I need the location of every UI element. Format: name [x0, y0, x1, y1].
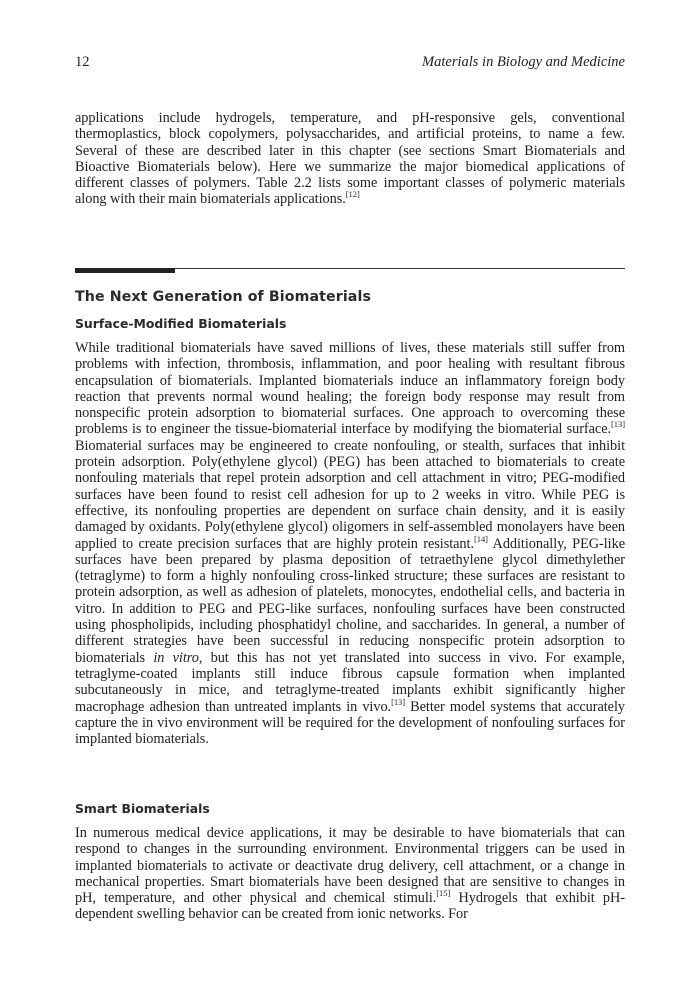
citation-13: [13] — [391, 696, 406, 707]
intro-text: applications include hydrogels, temperature, and pH-responsive gels, conventional thermoplastics, block copolymers, polysaccharides, and artificial proteins, to name a few. Several of these are described later in this chapter (see sections Smart Biomaterials and Bioactive Biomaterials below). Here we summarize the major biomedical applications of different classes of polymers. Table 2.2 lists some important classes of polymeric materials along with their main biomaterials applications. — [75, 110, 625, 208]
paragraph-text: , but this has not yet translated into success in vivo. For example, tetraglyme-coated implants still induce fibrous capsule formation when implanted subcutaneously in mice, and tetraglyme-treated implants exhibit significantly higher macrophage adhesion than untreated implants in vivo. — [75, 649, 625, 715]
italic-phrase: in vitro — [153, 649, 199, 666]
citation-12: [12] — [345, 189, 360, 200]
page-number: 12 — [75, 54, 90, 70]
subheading-surface-modified: Surface-Modified Biomaterials — [75, 316, 287, 331]
surface-modified-paragraph — [75, 340, 625, 747]
subheading-smart-biomaterials: Smart Biomaterials — [75, 801, 210, 816]
paragraph-text: Biomaterial surfaces may be engineered to create nonfouling, or stealth, surfaces that inhibit protein adsorption. Poly(ethylene glycol) (PEG) has been attached to biomaterials to create nonfouling materials that repel protein adsorption and cell attachment in vitro; PEG-modified surfaces have been found to resist cell adhesion for up to 2 weeks in vitro. While PEG is effective, its nonfouling properties are dependent on surface chain density, and it is easily damaged by oxidants. Poly(ethylene glycol) oligomers in self-assembled monolayers have been applied to create precision surfaces that are highly protein resistant. — [75, 437, 625, 552]
smart-biomaterials-paragraph — [75, 825, 625, 923]
paragraph-text: In numerous medical device applications, it may be desirable to have biomaterials that can respond to changes in the surrounding environment. Environmental triggers can be used in implanted biomaterials to activate or deactivate drug delivery, cell attachment, or a change in mechanical properties. Smart biomaterials have been designed that are sensitive to changes in pH, temperature, and other physical and chemical stimuli. — [75, 825, 625, 907]
citation-14: [14] — [473, 533, 488, 544]
section-heading: The Next Generation of Biomaterials — [75, 289, 371, 305]
paragraph-text: Additionally, PEG-like surfaces have been prepared by plasma deposition of tetraethylene glycol dimethylether (tetraglyme) to form a highly nonfouling cross-linked structure; these surfaces are resistant to protein adsorption, as well as adhesion of platelets, monocytes, endothelial cells, and bacteria in vitro. In addition to PEG and PEG-like surfaces, nonfouling surfaces have been constructed using phospholipids, including phosphatidyl choline, and saccharides. In general, a number of different strategies have been successful in reducing nonspecific protein adsorption to biomaterials — [75, 535, 625, 666]
citation-15: [15] — [436, 888, 451, 899]
citation-13: [13] — [611, 419, 625, 430]
intro-paragraph — [75, 110, 625, 208]
section-divider-accent — [75, 268, 175, 273]
running-header — [75, 54, 625, 74]
paragraph-text: Hydrogels that exhibit pH-dependent swelling behavior can be created from ionic networks. For — [75, 890, 626, 923]
running-title: Materials in Biology and Medicine — [422, 54, 625, 70]
paragraph-text: While traditional biomaterials have saved millions of lives, these materials still suffer from problems with infection, thrombosis, inflammation, and poor healing with resultant fibrous encapsulation of biomaterials. Implanted biomaterials induce an inflammatory foreign body reaction that prevents normal wound healing; the foreign body response may result from nonspecific protein adsorption to biomaterial surfaces. One approach to overcoming these problems is to engineer the tissue-biomaterial interface by modifying the biomaterial surface. — [75, 340, 625, 438]
paragraph-text: Better model systems that accurately capture the in vivo environment will be required for the development of nonfouling surfaces for implanted biomaterials. — [75, 698, 626, 748]
